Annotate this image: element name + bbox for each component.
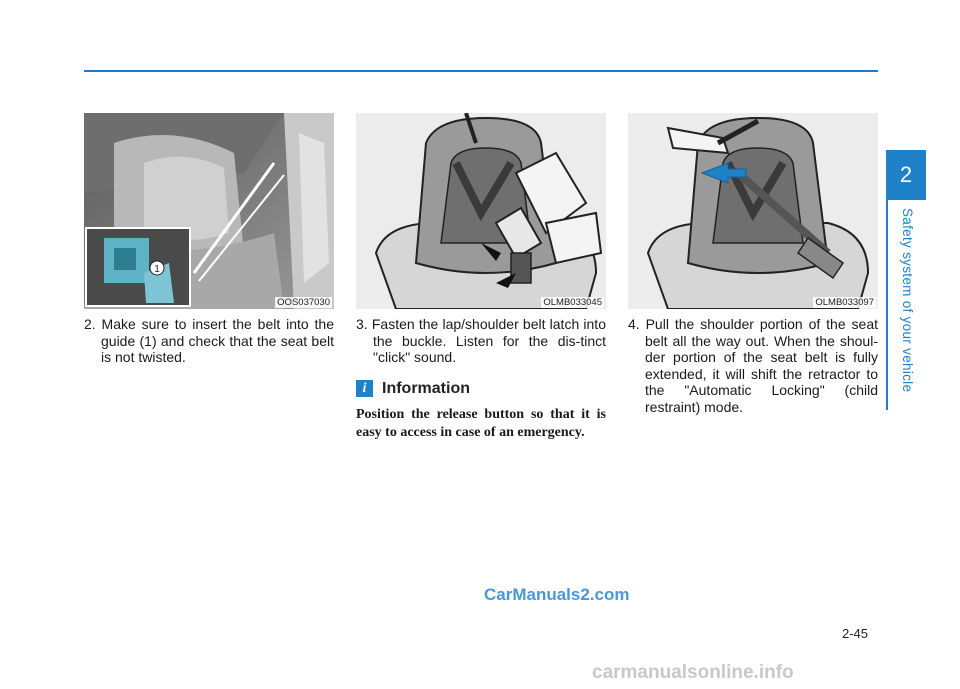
chapter-title: Safety system of your vehicle [900,208,915,393]
column-1 [84,113,334,366]
column-2 [356,113,606,456]
column-3 [628,113,878,415]
rear-seat-illustration [84,113,334,309]
chapter-rail-line [886,200,888,410]
figure-code: OLMB033045 [543,297,602,308]
page-number: 2-45 [842,626,869,641]
step-3-text: 3. Fasten the lap/shoulder belt latch into the buckle. Listen for the dis-tinct "click" sound. [356,316,606,365]
chapter-rail [886,200,926,410]
step-4-text: 4. Pull the shoulder portion of the seat belt all the way out. When the shoul-der portion of the seat belt is fully extended, it will shift the retractor to the "Automatic Locking" (child restraint) mode. [628,316,878,415]
information-text: Position the release button so that it is easy to access in case of an emergency. [356,406,606,440]
chapter-number: 2 [899,162,913,187]
callout-number: 1 [154,264,160,275]
buckle-illustration [356,113,606,309]
step-2-text: 2. Make sure to insert the belt into the guide (1) and check that the seat belt is not twisted. [84,316,334,365]
figure-fasten-buckle [356,113,606,309]
information-heading [356,380,606,398]
figure-rear-seat-belt-guide [84,113,334,309]
figure-code: OOS037030 [277,297,330,308]
figure-code: OLMB033097 [815,297,874,308]
watermark-footer: carmanualsonline.info [592,662,794,683]
watermark-link[interactable]: CarManuals2.com [484,585,630,604]
header-rule [84,70,878,72]
figure-pull-shoulder-belt [628,113,878,309]
chapter-tab [886,150,926,200]
information-icon: i [356,380,373,397]
information-title: Information [382,379,470,397]
shoulder-belt-illustration [628,113,878,309]
